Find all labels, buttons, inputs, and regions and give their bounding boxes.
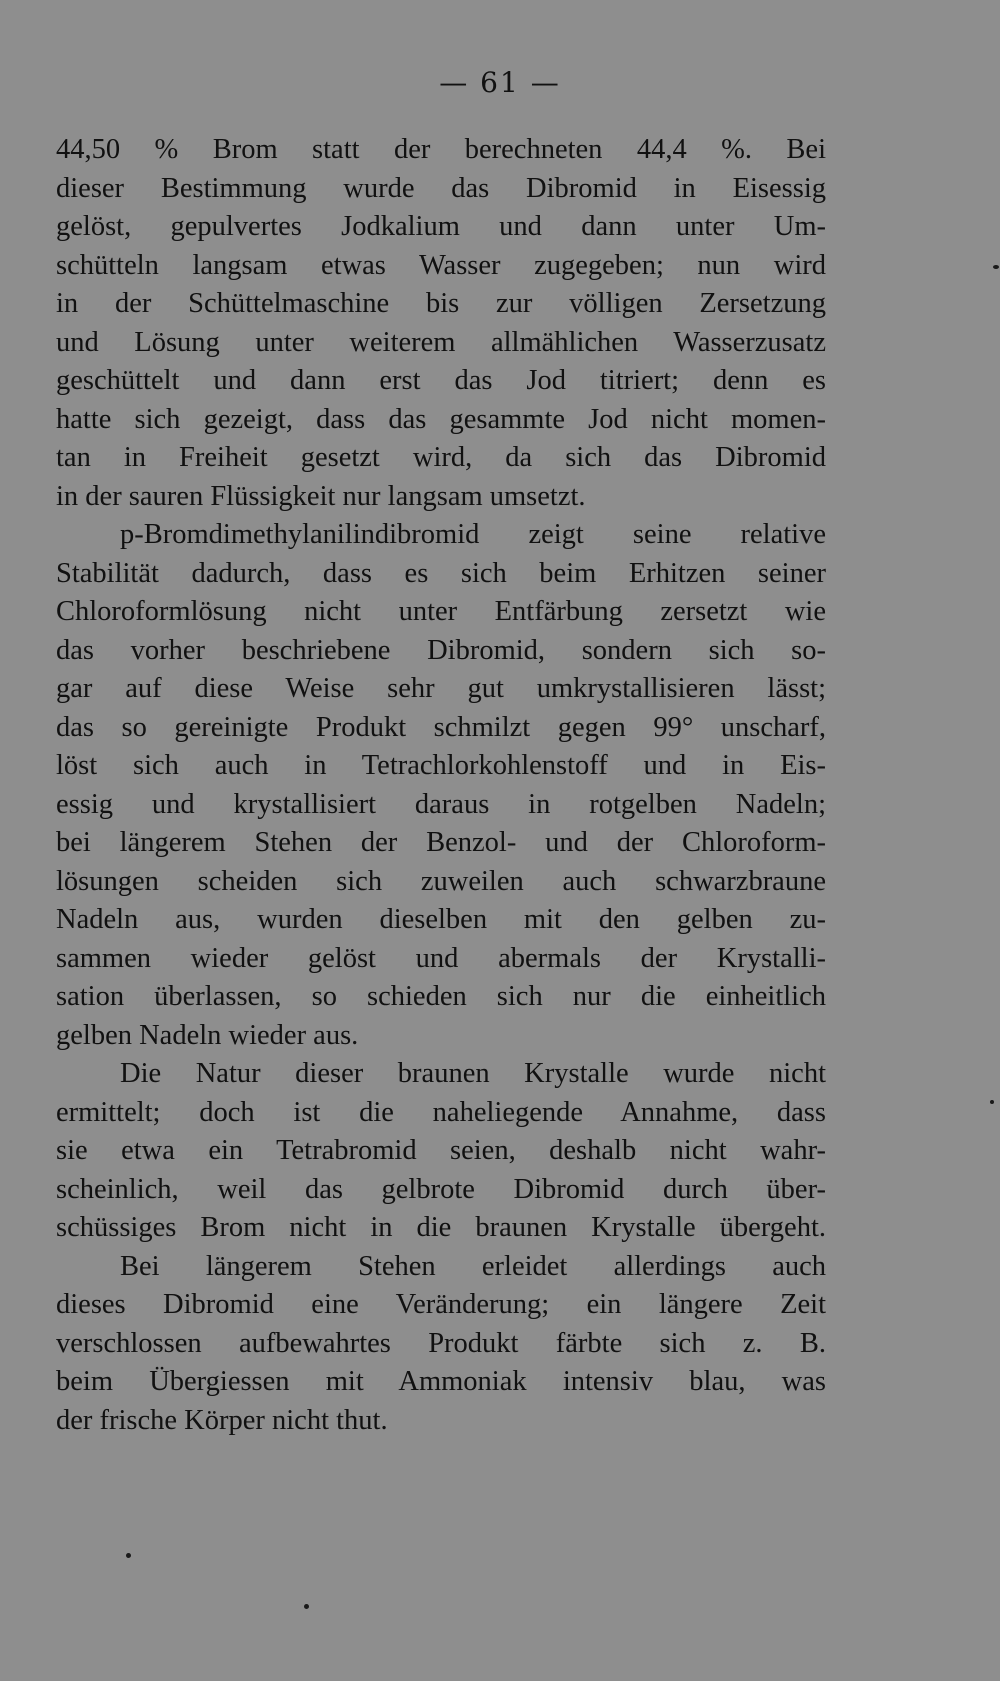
text-line: 44,50 % Brom statt der berechneten 44,4 %. Bei xyxy=(56,134,826,165)
text-line: Bei längerem Stehen erleidet allerdings auch xyxy=(120,1250,826,1282)
text-line: dieser Bestimmung wurde das Dibromid in Eisessig xyxy=(56,172,826,204)
text-line: dieses Dibromid eine Veränderung; ein längere Zeit xyxy=(56,1289,826,1320)
text-line: das vorher beschriebene Dibromid, sondern sich so- xyxy=(56,634,826,666)
print-speck xyxy=(993,265,999,269)
text-line: sie etwa ein Tetrabromid seien, deshalb nicht wahr- xyxy=(56,1135,826,1166)
text-line: gelben Nadeln wieder aus. xyxy=(56,1019,359,1051)
text-line: ermittelt; doch ist die naheliegende Annahme, dass xyxy=(56,1096,826,1128)
text-line: hatte sich gezeigt, dass das gesammte Jod nicht momen- xyxy=(56,403,826,435)
text-line: tan in Freiheit gesetzt wird, da sich das Dibromid xyxy=(56,442,826,473)
text-line: sammen wieder gelöst und abermals der Krystalli- xyxy=(56,942,826,974)
text-line: in der Schüttelmaschine bis zur völligen Zersetzung xyxy=(56,288,826,319)
text-line: beim Übergiessen mit Ammoniak intensiv blau, was xyxy=(56,1366,826,1397)
text-line: schütteln langsam etwas Wasser zugegeben; nun wird xyxy=(56,249,826,281)
text-line: löst sich auch in Tetrachlorkohlenstoff und in Eis- xyxy=(56,750,826,781)
text-line: lösungen scheiden sich zuweilen auch schwarzbraune xyxy=(56,865,826,897)
text-line: in der sauren Flüssigkeit nur langsam umsetzt. xyxy=(56,480,586,512)
text-line: das so gereinigte Produkt schmilzt gegen 99° unscharf, xyxy=(56,711,826,743)
text-line: p-Bromdimethylanilindibromid zeigt seine relative xyxy=(120,519,826,550)
text-line: schüssiges Brom nicht in die braunen Krystalle übergeht. xyxy=(56,1212,826,1243)
text-line: Nadeln aus, wurden dieselben mit den gelben zu- xyxy=(56,904,826,935)
print-speck xyxy=(304,1604,309,1609)
text-line: Chloroformlösung nicht unter Entfärbung zersetzt wie xyxy=(56,596,826,627)
text-line: Stabilität dadurch, dass es sich beim Erhitzen seiner xyxy=(56,557,826,589)
text-line: verschlossen aufbewahrtes Produkt färbte sich z. B. xyxy=(56,1327,826,1359)
text-line: gar auf diese Weise sehr gut umkrystallisieren lässt; xyxy=(56,673,826,704)
text-line: der frische Körper nicht thut. xyxy=(56,1404,388,1436)
text-line: sation überlassen, so schieden sich nur die einheitlich xyxy=(56,981,826,1012)
print-speck xyxy=(126,1553,131,1558)
body-text xyxy=(56,131,826,1440)
print-speck xyxy=(990,1100,994,1104)
text-line: scheinlich, weil das gelbrote Dibromid durch über- xyxy=(56,1173,826,1205)
text-line: Die Natur dieser braunen Krystalle wurde nicht xyxy=(120,1058,826,1089)
text-line: und Lösung unter weiterem allmählichen Wasserzusatz xyxy=(56,326,826,358)
text-line: bei längerem Stehen der Benzol- und der Chloroform- xyxy=(56,827,826,858)
text-line: gelöst, gepulvertes Jodkalium und dann unter Um- xyxy=(56,211,826,242)
page-number: — 61 — xyxy=(439,66,561,99)
text-line: essig und krystallisiert daraus in rotgelben Nadeln; xyxy=(56,788,826,820)
text-line: geschüttelt und dann erst das Jod titriert; denn es xyxy=(56,365,826,396)
